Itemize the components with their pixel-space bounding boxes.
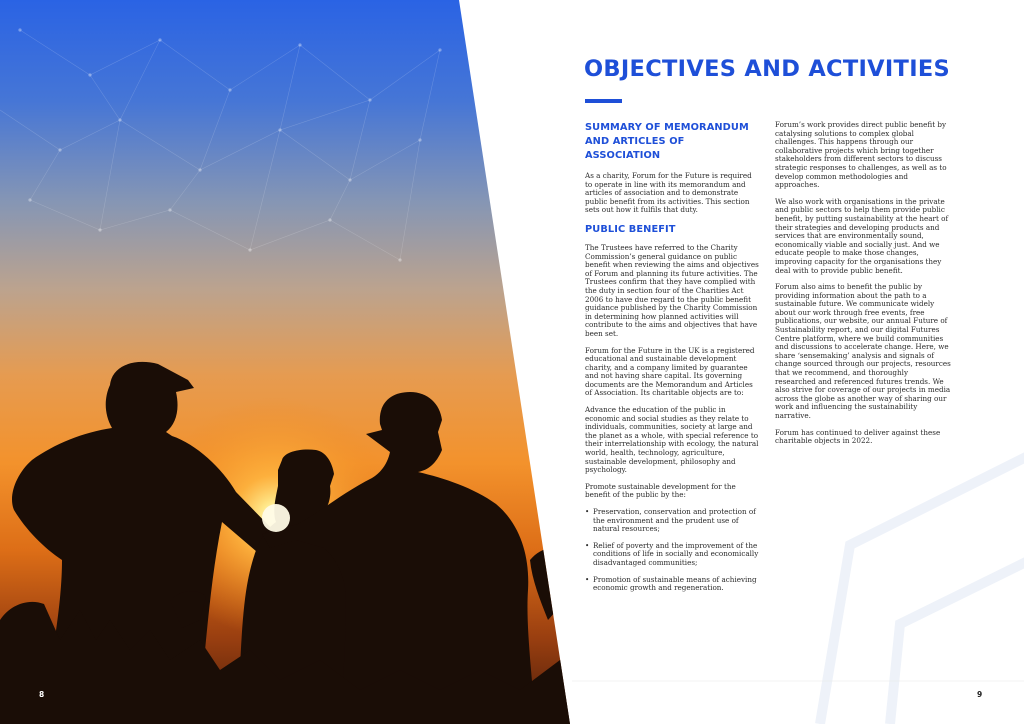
paragraph-promote-sustainable: Promote sustainable development for the benefit of the public by the: <box>585 481 736 500</box>
list-item: • Relief of poverty and the improvement of the conditions of life in socially and economically disadvantaged communities; <box>585 542 760 568</box>
sun-glow <box>262 504 290 532</box>
paragraph-private-public-sectors: We also work with organisations in the private and public sectors to help them provide public benefit, by putting sustainability at the heart of their strategies and developing products and services that are environmentally sound, economically viable and socially just. And we educate people to make those changes, improving capacity for the organisations they deal with to provide public benefit. <box>775 196 949 275</box>
paragraph-continued-delivery: Forum has continued to deliver against these charitable objects in 2022. <box>775 427 941 446</box>
paragraph-direct-public-benefit: Forum’s work provides direct public benefit by catalysing solutions to complex global challenges. This happens through our collaborative projects which bring together stakeholders from different sectors to discuss strategic responses to challenges, as well as to develop common methodologies and approaches. <box>775 120 947 190</box>
paragraph-registered-charity: Forum for the Future in the UK is a registered educational and sustainable development charity, and a company limited by guarantee and not having share capital. Its governing documents are the Memorandum and Articles of Association. Its charitable objects are to: <box>585 345 755 398</box>
heading-public-benefit: PUBLIC BENEFIT <box>585 223 676 235</box>
decorative-chevron-outline <box>820 455 1024 724</box>
page-number-left: 8 <box>39 690 45 699</box>
page-number-right: 9 <box>977 690 983 699</box>
left-text-column <box>585 121 760 601</box>
paragraph-charity-intro: As a charity, Forum for the Future is required to operate in line with its memorandum and articles of association and to demonstrate public benefit from its activities. This section sets out how it fulfils that duty. <box>585 171 752 215</box>
page-title: OBJECTIVES AND ACTIVITIES <box>584 56 951 82</box>
paragraph-information-path: Forum also aims to benefit the public by providing information about the path to a sustainable future. We communicate widely about our work through free events, free publications, our website, our annual Future of Sustainability report, and our digital Futures Centre platform, where we build communities and discussions to accelerate change. Here, we share ‘sensemaking’ analysis and signals of change sourced through our projects, resources that we recommend, and thoroughly researched and referenced futures trends. We also strive for coverage of our projects in media across the globe as another way of sharing our work and influencing the sustainability narrative. <box>775 282 951 420</box>
right-text-column <box>775 121 951 454</box>
heading-summary-memorandum: SUMMARY OF MEMORANDUM AND ARTICLES OF ASSOCIATION <box>585 122 749 161</box>
charitable-objects-list <box>585 508 760 593</box>
list-item: • Promotion of sustainable means of achieving economic growth and regeneration. <box>585 576 760 593</box>
title-accent-rule <box>585 99 622 103</box>
paragraph-advance-education: Advance the education of the public in economic and social studies as they relate to individuals, communities, society at large and the planet as a whole, with special reference to their interrelationship with ecology, the natural world, health, technology, agriculture, sustainable development, philosophy and psychology. <box>585 405 759 475</box>
list-item: • Preservation, conservation and protection of the environment and the prudent use of natural resources; <box>585 508 760 534</box>
paragraph-trustees: The Trustees have referred to the Charity Commission’s general guidance on public benefit when reviewing the aims and objectives of Forum and planning its future activities. The Trustees confirm that they have complied with the duty in section four of the Charities Act 2006 to have due regard to the public benefit guidance published by the Charity Commission in determining how planned activities will contribute to the aims and objectives that have been set. <box>585 242 759 338</box>
